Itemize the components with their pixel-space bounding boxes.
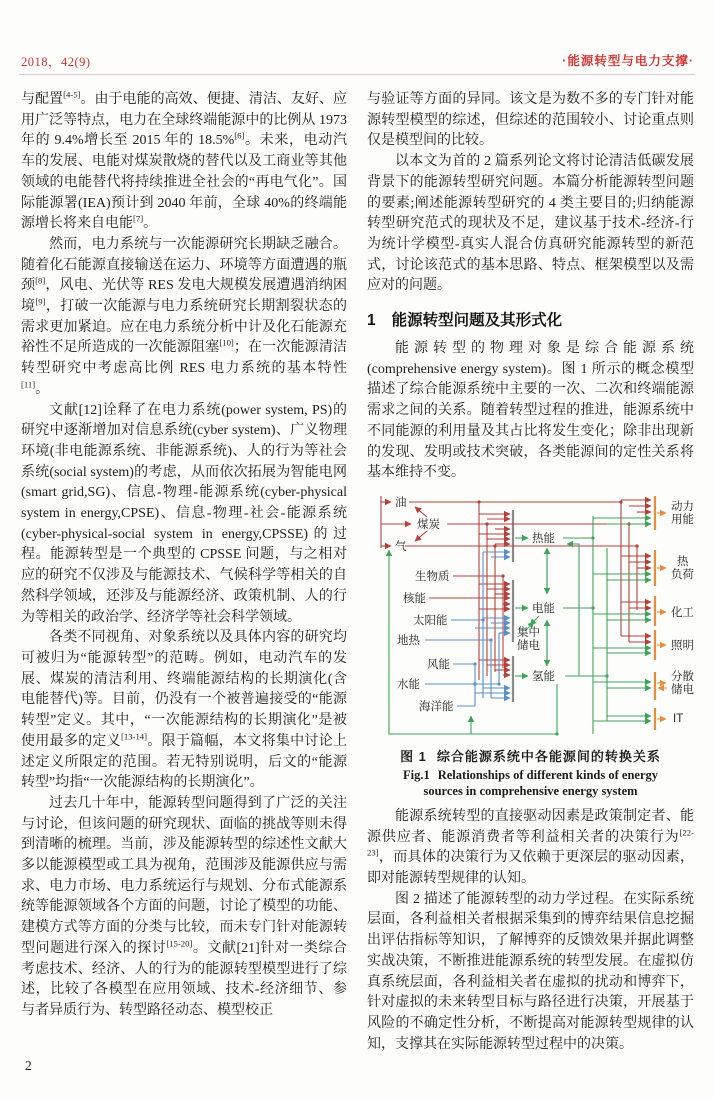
figure-labels [395,495,694,725]
page-number: 2 [25,1058,32,1073]
fig-load-it: IT [673,712,684,725]
fig-source-oil: 油 [395,496,407,509]
fig-source-gas: 气 [395,540,407,553]
fig-load-heat-1: 热 [677,555,689,568]
section-heading [367,308,694,330]
paragraph: 能源系统转型的直接驱动因素是政策制定者、能源供应者、能源消费者等利益相关者的决策行为[22-23]，而具体的决策行为又依赖于更深层的驱动因素，即对能源转型规律的认知。 [367,808,694,887]
fig-source-wind: 风能 [427,658,450,671]
paragraph: 各类不同视角、对象系统以及具体内容的研究均可被归为“能源转型”的范畴。例如，电动汽车的发展、煤炭的清洁利用、终端能源结构的长期演化(含电能替代)等。目前，仍没有一个被普遍接受的“能源转型”定义。其中，“一次能源结构的长期演化”是被使用最多的定义[13-14]。限于篇幅，本文将集中讨论上述定义所限定的范围。若无特别说明，后文的“能源转型”均指“一次能源结构的长期演化”。 [21,630,348,791]
fig-carrier-heat: 热能 [532,532,555,545]
fig-carrier-electric: 电能 [532,602,555,615]
fig-load-lighting: 照明 [671,639,694,652]
fig-source-hydro: 水能 [397,678,420,691]
paragraph: 能源转型的物理对象是综合能源系统(comprehensive energy system)。图 1 所示的概念模型描述了综合能源系统中主要的一次、二次和终端能源需求之间的关系。随着转型过程的推进，能源系统中不同能源的利用量及其占比将发生变化；除非出现新的发现、发明或技术突破，各类能源间的定性关系将基本维持不变。 [367,341,694,481]
fig-load-chemical: 化工 [671,606,694,619]
paragraph: 过去几十年中，能源转型问题得到了广泛的关注与讨论，但该问题的研究现状、面临的挑战等则未得到清晰的梳理。当前，涉及能源转型的综述性文献大多以能源模型或工具为视角，范围涉及能源供应与需求、电力市场、电力系统运行与规划、分布式能源系统等能源领域各个方面的问题，讨论了模型的功能、建模方式等方面的分类与比较，而未专门针对能源转型问题进行深入的探讨[15-20]。文献[21]针对一类综合考虑技术、经济、人的行为的能源转型模型进行了综述，比较了各模型在应用领域、技术-经济细节、参与者异质行为、转型路径动态、模型校正 [21,795,347,1018]
fig-storage-line2: 储电 [517,639,540,652]
fig-source-coal: 煤炭 [417,518,440,531]
paragraph: 图 2 描述了能源转型的动力学过程。在实际系统层面，各利益相关者根据采集到的博弈结果信息挖掘出评估指标等知识，了解博弈的反馈效果并据此调整实战决策，不断推进能源系统的转型发展。在虚拟仿真系统层面，各利益相关者在虚拟的扰动和博弈下，针对虚拟的未来转型目标与路径进行决策，开展基于风险的不确定性分析，不断提高对能源转型规律的认知，支撑其在实际能源转型过程中的决策。 [367,891,694,1052]
figure-caption-en-label: Fig.1 [403,767,430,782]
figure-caption-zh-label: 图 1 [400,748,427,764]
paragraph: 与验证等方面的异同。该文是为数不多的专门针对能源转型模型的综述，但综述的范围较小、讨论重点则仅是模型间的比较。 [367,92,694,149]
fig-source-solar: 太阳能 [413,614,448,627]
paragraph: 然而，电力系统与一次能源研究长期缺乏融合。随着化石能源直接输送在运力、环境等方面遭遇的瓶颈[8]，风电、光伏等 RES 发电大规模发展遭遇消纳困境[9]，打破一次能源与电力系统研究长期割裂状态的需求更加紧迫。应在电力系统分析中计及化石能源充裕性不足所造成的一次能源阻塞[10]；在一次能源清洁转型研究中考虑高比例 RES 电力系统的基本特性[11]。 [21,236,348,397]
header-rule [19,74,695,75]
paragraph: 文献[12]诠释了在电力系统(power system, PS)的研究中逐渐增加对信息系统(cyber system)、广义物理环境(非电能源系统、非能源系统)、人的行为等社会系统(social system)的考虑，从而依次拓展为智能电网(smart grid,SG)、信息-物理-能源系统(cyber-physical system in energy,CPSE)、信息-物理-社会-能源系统(cyber-physical-social system in energy,CPSSE)的过程。能源转型是一个典型的 CPSSE 问题，与之相对应的研究不仅涉及与能源技术、气候科学等相关的自然科学领域，还涉及与能源经济、政策机制、人的行为等相关的政治学、经济学等社会科学领域。 [21,402,347,625]
journal-issue: 2018，42(9) [21,55,91,69]
load-buses [655,496,667,730]
paragraph: 与配置[4-5]。由于电能的高效、便捷、清洁、友好、应用广泛等特点，电力在全球终端能源中的比例从 1973 年的 9.4%增长至 2015 年的 18.5%[6]。未来，电动汽车的发展、电能对煤炭散烧的替代以及工商业等其他领域的电能替代将持续推进全社会的“再电气化”。国际能源署(IEA)预计到 2040 年前，全球 40%的终端能源增长将来自电能[7]。 [21,89,348,232]
fig-load-power-2: 用能 [671,513,694,526]
fig-carrier-hydrogen: 氢能 [532,670,555,683]
fig-storage-line1: 集中 [517,626,540,639]
fig-source-geothermal: 地热 [397,634,420,647]
column-title: ·能源转型与电力支撑· [562,54,694,68]
figure1-diagram [367,490,694,742]
fig-load-distributed-1: 分散 [671,670,694,683]
fig-source-biomass: 生物质 [415,570,450,583]
fig-load-distributed-2: 储电 [671,683,694,696]
figure-caption-zh [367,746,694,765]
fig-load-heat-2: 负荷 [671,568,694,581]
section-title: 能源转型问题及其形式化 [391,312,563,330]
figure-caption-en [400,767,662,799]
fig-source-nuclear: 核能 [403,592,426,605]
left-column [21,90,347,1022]
fig-source-ocean: 海洋能 [419,700,454,713]
figure-1 [367,490,694,799]
fig-load-power-1: 动力 [671,500,694,513]
figure-caption-zh-text: 综合能源系统中各能源间的转换关系 [436,748,661,764]
right-column [367,90,694,1055]
figure-caption-en-text: Relationships of different kinds of energy sources in comprehensive energy system [423,767,658,798]
paragraph: 以本文为首的 2 篇系列论文将讨论清洁低碳发展背景下的能源转型研究问题。本篇分析能源转型问题的要素;阐述能源转型研究的 4 类主要目的;归纳能源转型研究范式的现状及不足，建议基于技术-经济-行为统计学模型-真实人混合仿真研究能源转型的新范式，讨论该范式的基本思路、特点、框架模型以及需应对的问题。 [367,154,694,294]
section-number: 1 [367,312,376,330]
